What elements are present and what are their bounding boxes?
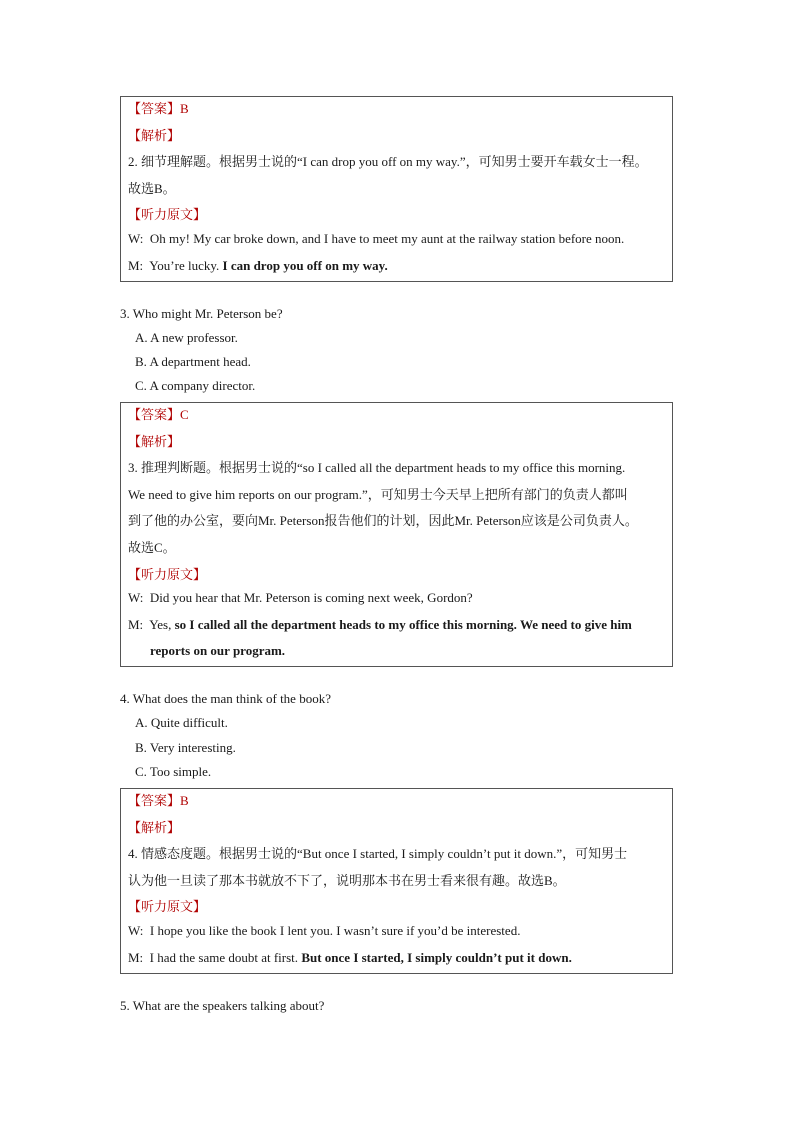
answer-box-q4 bbox=[120, 788, 673, 974]
w-text: Oh my! My car broke down, and I have to meet my aunt at the railway station before noon. bbox=[149, 231, 625, 246]
analysis-line-3: 到了他的办公室，要向Mr. Peterson报告他们的计划，因此Mr. Peterson应该是公司负责人。 bbox=[128, 513, 638, 529]
transcript-w bbox=[128, 923, 520, 939]
answer-line bbox=[128, 404, 189, 423]
answer-value: B bbox=[180, 793, 189, 808]
answer-label: 【答案】 bbox=[128, 407, 181, 422]
transcript-m bbox=[128, 950, 572, 966]
m-text-bold: But once I started, I simply couldn’t put it down. bbox=[301, 949, 572, 965]
question-4: 4. What does the man think of the book? bbox=[120, 691, 331, 706]
answer-box-q2 bbox=[120, 96, 673, 282]
q3-option-c: C. A company director. bbox=[135, 378, 256, 393]
m-text-bold: I can drop you off on my way. bbox=[222, 257, 388, 273]
q4-option-c: C. Too simple. bbox=[135, 764, 212, 779]
analysis-line-4: 故选C。 bbox=[128, 540, 176, 555]
q4-option-a: A. Quite difficult. bbox=[135, 715, 228, 730]
question-5: 5. What are the speakers talking about? bbox=[120, 998, 325, 1013]
speaker-w: W: bbox=[128, 231, 144, 246]
answer-line bbox=[128, 790, 189, 809]
answer-label: 【答案】 bbox=[128, 101, 181, 116]
answer-value: B bbox=[180, 101, 189, 116]
analysis-line-1: 2. 细节理解题。根据男士说的“I can drop you off on my way.”，可知男士要开车载女士一程。 bbox=[128, 154, 648, 170]
speaker-m: M: bbox=[128, 257, 144, 273]
transcript-label: 【听力原文】 bbox=[128, 566, 207, 582]
transcript-label: 【听力原文】 bbox=[128, 207, 207, 223]
speaker-m: M: bbox=[128, 616, 144, 632]
transcript-w bbox=[128, 590, 473, 606]
transcript-m bbox=[128, 617, 632, 633]
answer-label: 【答案】 bbox=[128, 793, 181, 808]
answer-value: C bbox=[180, 407, 189, 422]
q3-option-a: A. A new professor. bbox=[135, 330, 238, 345]
transcript-m bbox=[128, 258, 388, 274]
q4-option-b: B. Very interesting. bbox=[135, 740, 236, 755]
answer-line bbox=[128, 98, 189, 117]
speaker-m: M: bbox=[128, 949, 144, 965]
m-text-plain: Yes, bbox=[149, 616, 175, 632]
speaker-w: W: bbox=[128, 923, 144, 938]
m-text-bold-2: reports on our program. bbox=[150, 643, 286, 659]
analysis-line-2: 认为他一旦读了那本书就放不下了，说明那本书在男士看来很有趣。故选B。 bbox=[128, 872, 566, 888]
m-text-plain: I had the same doubt at first. bbox=[149, 949, 302, 965]
transcript-label: 【听力原文】 bbox=[128, 899, 207, 915]
w-text: Did you hear that Mr. Peterson is coming next week, Gordon? bbox=[149, 590, 473, 606]
analysis-line-1: 3. 推理判断题。根据男士说的“so I called all the department heads to my office this morning. bbox=[128, 460, 626, 476]
analysis-label: 【解析】 bbox=[128, 433, 181, 449]
answer-box-q3 bbox=[120, 402, 673, 667]
analysis-label: 【解析】 bbox=[128, 127, 181, 143]
m-text-bold-1: so I called all the department heads to my office this morning. We need to give him bbox=[174, 616, 632, 632]
transcript-w bbox=[128, 231, 624, 247]
analysis-line-2: 故选B。 bbox=[128, 180, 176, 196]
question-3: 3. Who might Mr. Peterson be? bbox=[120, 306, 283, 321]
w-text: I hope you like the book I lent you. I wasn’t sure if you’d be interested. bbox=[149, 923, 521, 938]
q3-option-b: B. A department head. bbox=[135, 354, 251, 369]
m-text-plain: You’re lucky. bbox=[149, 257, 223, 273]
analysis-line-2: We need to give him reports on our program.”，可知男士今天早上把所有部门的负责人都叫 bbox=[128, 486, 628, 502]
speaker-w: W: bbox=[128, 590, 144, 606]
analysis-label: 【解析】 bbox=[128, 819, 181, 835]
analysis-line-1: 4. 情感态度题。根据男士说的“But once I started, I simply couldn’t put it down.”，可知男士 bbox=[128, 846, 628, 862]
